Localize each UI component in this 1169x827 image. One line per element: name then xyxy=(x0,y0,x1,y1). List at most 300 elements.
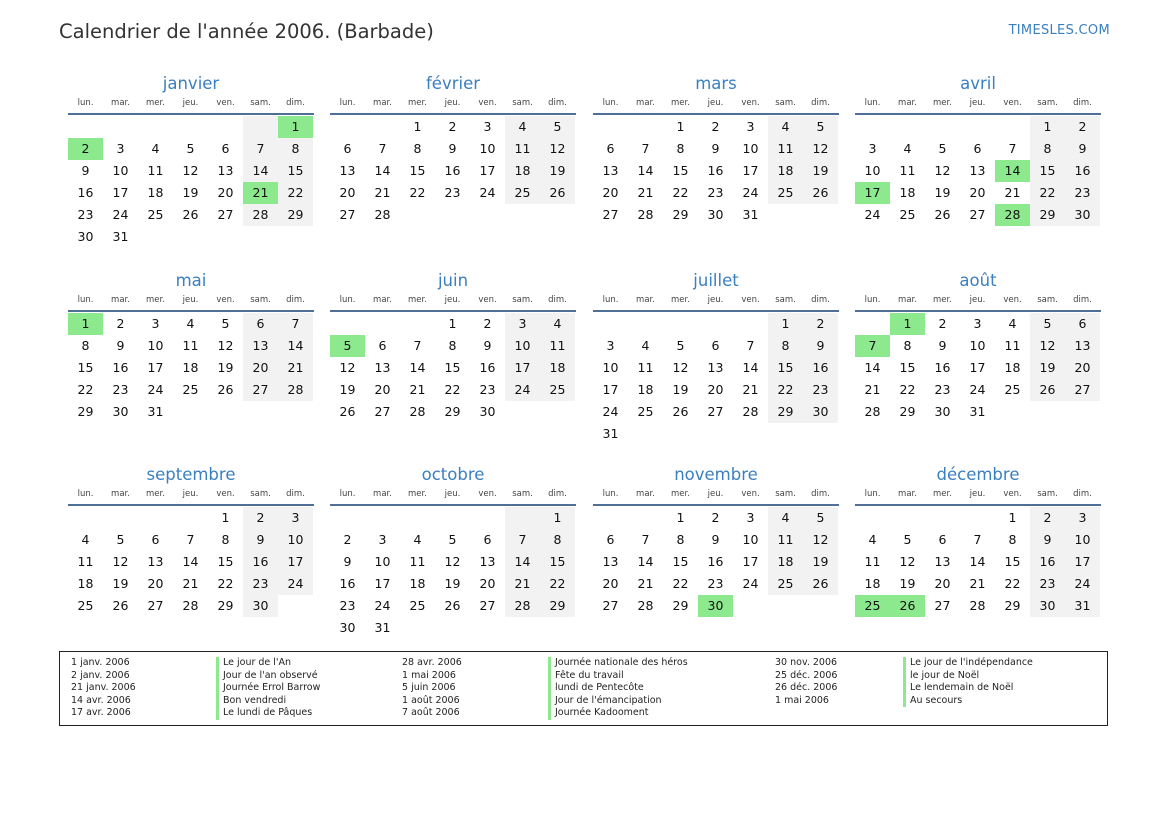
day-cell: 11 xyxy=(768,138,803,160)
day-cell: 24 xyxy=(479,185,496,200)
day-cell: 23 xyxy=(112,382,129,397)
day-cell: 26 xyxy=(672,404,689,419)
day-cell: 20 xyxy=(147,576,164,591)
day-blank xyxy=(960,507,995,529)
day-cell: 6 xyxy=(606,532,615,547)
day-cell: 4 xyxy=(81,532,90,547)
legend-holiday-name: lundi de Pentecôte xyxy=(548,682,688,695)
legend-date: 30 nov. 2006 xyxy=(775,657,838,668)
day-cell: 29 xyxy=(444,404,461,419)
day-cell: 28 xyxy=(243,204,278,226)
day-cell: 12 xyxy=(1030,335,1065,357)
day-cell: 27 xyxy=(147,598,164,613)
brand-link[interactable]: TIMESLES.COM xyxy=(1008,23,1110,38)
day-cell: 29 xyxy=(768,401,803,423)
day-cell: 30 xyxy=(243,595,278,617)
day-cell: 16 xyxy=(243,551,278,573)
weekday-label: dim. xyxy=(286,295,305,305)
day-cell: 18 xyxy=(182,360,199,375)
day-cell: 31 xyxy=(147,404,164,419)
day-grid xyxy=(68,507,314,617)
day-cell: 14 xyxy=(864,360,881,375)
day-cell: 4 xyxy=(868,532,877,547)
day-blank xyxy=(470,507,505,529)
day-cell: 17 xyxy=(969,360,986,375)
day-cell: 19 xyxy=(934,185,951,200)
day-blank xyxy=(733,313,768,335)
day-blank xyxy=(330,507,365,529)
month-name: novembre xyxy=(674,465,758,484)
day-cell: 10 xyxy=(969,338,986,353)
day-cell: 24 xyxy=(602,404,619,419)
month-block xyxy=(330,72,576,226)
day-cell: 12 xyxy=(444,554,461,569)
day-cell: 6 xyxy=(343,141,352,156)
legend-names-col-2 xyxy=(548,657,688,720)
weekday-label: dim. xyxy=(1073,98,1092,108)
weekday-label: jeu. xyxy=(969,98,986,108)
day-cell: 31 xyxy=(742,207,759,222)
day-cell: 19 xyxy=(1030,357,1065,379)
day-blank xyxy=(365,313,400,335)
legend-holiday-name: Fête du travail xyxy=(548,670,688,683)
day-cell: 18 xyxy=(1004,360,1021,375)
day-blank xyxy=(628,116,663,138)
day-cell: 21 xyxy=(505,573,540,595)
day-cell-holiday: 26 xyxy=(890,595,925,617)
day-cell: 3 xyxy=(868,141,877,156)
weekday-label: sam. xyxy=(250,489,271,499)
day-cell-holiday: 1 xyxy=(890,313,925,335)
day-cell: 5 xyxy=(803,507,838,529)
weekday-label: jeu. xyxy=(707,295,724,305)
weekday-header xyxy=(68,96,314,115)
day-cell: 15 xyxy=(77,360,94,375)
day-cell: 27 xyxy=(969,207,986,222)
day-cell: 7 xyxy=(505,529,540,551)
day-cell: 26 xyxy=(339,404,356,419)
day-cell: 17 xyxy=(147,360,164,375)
day-cell-holiday: 30 xyxy=(698,595,733,617)
day-cell: 8 xyxy=(413,141,422,156)
day-cell: 20 xyxy=(243,357,278,379)
legend-holiday-name: Le jour de l'indépendance xyxy=(903,657,1033,670)
day-cell: 17 xyxy=(278,551,313,573)
day-cell: 1 xyxy=(676,510,685,525)
day-cell: 12 xyxy=(540,138,575,160)
day-cell: 18 xyxy=(637,382,654,397)
day-cell: 5 xyxy=(221,316,230,331)
day-cell: 26 xyxy=(803,182,838,204)
month-name: mars xyxy=(695,74,737,93)
day-cell: 23 xyxy=(934,382,951,397)
month-block xyxy=(330,463,576,639)
legend-date: 2 janv. 2006 xyxy=(71,669,130,681)
day-blank xyxy=(400,507,435,529)
day-cell: 18 xyxy=(505,160,540,182)
weekday-label: mer. xyxy=(146,98,165,108)
day-cell: 5 xyxy=(116,532,125,547)
day-cell: 15 xyxy=(672,554,689,569)
weekday-label: jeu. xyxy=(969,489,986,499)
legend-holiday-name: Le lundi de Pâques xyxy=(216,707,320,720)
day-cell: 6 xyxy=(938,532,947,547)
month-name: avril xyxy=(960,74,996,93)
day-cell: 3 xyxy=(151,316,160,331)
day-cell: 10 xyxy=(479,141,496,156)
day-cell: 11 xyxy=(505,138,540,160)
day-cell: 3 xyxy=(746,119,755,134)
legend-dates-col-2 xyxy=(402,657,462,720)
day-cell: 25 xyxy=(768,182,803,204)
day-cell: 5 xyxy=(803,116,838,138)
day-cell: 27 xyxy=(602,598,619,613)
day-cell: 20 xyxy=(602,576,619,591)
weekday-label: sam. xyxy=(250,295,271,305)
day-cell: 21 xyxy=(637,576,654,591)
day-cell: 1 xyxy=(448,316,457,331)
weekday-header xyxy=(330,293,576,312)
day-cell: 6 xyxy=(378,338,387,353)
day-cell: 5 xyxy=(186,141,195,156)
day-blank xyxy=(138,507,173,529)
day-cell-holiday: 21 xyxy=(243,182,278,204)
weekday-label: mer. xyxy=(408,489,427,499)
day-cell-holiday: 2 xyxy=(68,138,103,160)
day-cell: 2 xyxy=(803,313,838,335)
day-cell: 6 xyxy=(221,141,230,156)
day-cell: 23 xyxy=(707,576,724,591)
day-blank xyxy=(173,116,208,138)
day-cell: 13 xyxy=(1065,335,1100,357)
day-blank xyxy=(173,507,208,529)
day-cell: 12 xyxy=(672,360,689,375)
weekday-label: lun. xyxy=(339,295,356,305)
day-cell: 19 xyxy=(672,382,689,397)
day-cell: 4 xyxy=(641,338,650,353)
weekday-label: ven. xyxy=(216,98,235,108)
weekday-label: mar. xyxy=(636,295,655,305)
day-cell: 13 xyxy=(339,163,356,178)
weekday-label: lun. xyxy=(339,489,356,499)
day-cell: 16 xyxy=(934,360,951,375)
day-cell: 31 xyxy=(374,620,391,635)
day-cell: 5 xyxy=(938,141,947,156)
day-cell-holiday: 1 xyxy=(68,313,103,335)
day-cell: 2 xyxy=(711,510,720,525)
day-cell: 16 xyxy=(1065,160,1100,182)
day-cell: 7 xyxy=(278,313,313,335)
day-blank xyxy=(593,507,628,529)
day-blank xyxy=(68,507,103,529)
day-cell: 14 xyxy=(278,335,313,357)
weekday-label: lun. xyxy=(602,295,619,305)
day-cell: 5 xyxy=(1030,313,1065,335)
day-cell: 7 xyxy=(378,141,387,156)
day-cell: 22 xyxy=(672,576,689,591)
weekday-header xyxy=(330,487,576,506)
day-cell: 29 xyxy=(899,404,916,419)
day-blank xyxy=(628,507,663,529)
day-cell: 26 xyxy=(217,382,234,397)
weekday-label: jeu. xyxy=(444,98,461,108)
day-cell: 24 xyxy=(864,207,881,222)
day-cell: 28 xyxy=(278,379,313,401)
day-cell: 3 xyxy=(973,316,982,331)
day-grid xyxy=(855,116,1101,226)
day-blank xyxy=(890,507,925,529)
day-blank xyxy=(243,116,278,138)
day-cell: 8 xyxy=(1030,138,1065,160)
day-cell: 23 xyxy=(243,573,278,595)
month-block xyxy=(330,269,576,423)
day-cell: 16 xyxy=(707,554,724,569)
month-block xyxy=(593,463,839,617)
day-cell: 10 xyxy=(147,338,164,353)
day-blank xyxy=(855,507,890,529)
day-cell: 25 xyxy=(77,598,94,613)
day-cell: 16 xyxy=(444,163,461,178)
day-cell: 18 xyxy=(147,185,164,200)
weekday-label: dim. xyxy=(548,98,567,108)
day-cell: 16 xyxy=(479,360,496,375)
day-cell: 8 xyxy=(676,141,685,156)
day-cell: 13 xyxy=(374,360,391,375)
day-cell: 20 xyxy=(479,576,496,591)
legend-dates-col-3 xyxy=(775,657,837,707)
day-cell: 8 xyxy=(540,529,575,551)
month-block xyxy=(593,269,839,445)
day-cell: 4 xyxy=(413,532,422,547)
day-cell: 6 xyxy=(483,532,492,547)
weekday-label: mer. xyxy=(933,489,952,499)
day-cell: 30 xyxy=(1030,595,1065,617)
day-cell: 23 xyxy=(1030,573,1065,595)
day-cell: 31 xyxy=(602,426,619,441)
day-cell: 11 xyxy=(147,163,164,178)
day-cell: 9 xyxy=(343,554,352,569)
weekday-header xyxy=(593,487,839,506)
legend-holiday-name: Bon vendredi xyxy=(216,695,320,708)
day-blank xyxy=(663,313,698,335)
legend-date: 26 déc. 2006 xyxy=(775,682,838,694)
day-blank xyxy=(365,507,400,529)
legend-date: 7 août 2006 xyxy=(402,707,460,719)
day-cell: 8 xyxy=(278,138,313,160)
weekday-label: lun. xyxy=(77,295,94,305)
day-cell: 15 xyxy=(409,163,426,178)
weekday-label: dim. xyxy=(548,295,567,305)
day-cell: 7 xyxy=(641,141,650,156)
day-cell: 22 xyxy=(540,573,575,595)
day-cell: 28 xyxy=(637,207,654,222)
day-cell: 11 xyxy=(1004,338,1021,353)
day-cell: 8 xyxy=(448,338,457,353)
day-cell: 4 xyxy=(1008,316,1017,331)
weekday-header xyxy=(68,487,314,506)
legend-holiday-name: Le jour de l'An xyxy=(216,657,320,670)
day-cell: 20 xyxy=(217,185,234,200)
day-cell: 22 xyxy=(672,185,689,200)
day-cell: 1 xyxy=(768,313,803,335)
month-block xyxy=(68,72,314,248)
day-cell: 17 xyxy=(112,185,129,200)
day-cell: 16 xyxy=(77,185,94,200)
day-cell: 4 xyxy=(151,141,160,156)
day-cell: 29 xyxy=(217,598,234,613)
day-blank xyxy=(103,116,138,138)
day-cell: 30 xyxy=(707,207,724,222)
day-cell: 21 xyxy=(409,382,426,397)
day-blank xyxy=(593,116,628,138)
day-blank xyxy=(138,116,173,138)
day-cell: 29 xyxy=(672,207,689,222)
day-cell: 17 xyxy=(374,576,391,591)
month-block xyxy=(68,269,314,423)
weekday-label: dim. xyxy=(286,489,305,499)
day-cell: 15 xyxy=(1004,554,1021,569)
weekday-header xyxy=(68,293,314,312)
day-cell: 15 xyxy=(768,357,803,379)
day-cell: 21 xyxy=(1004,185,1021,200)
day-cell: 19 xyxy=(899,576,916,591)
day-blank xyxy=(960,116,995,138)
day-cell: 4 xyxy=(186,316,195,331)
day-cell: 24 xyxy=(742,185,759,200)
day-cell: 27 xyxy=(374,404,391,419)
day-cell: 4 xyxy=(505,116,540,138)
weekday-header xyxy=(855,293,1101,312)
day-cell: 25 xyxy=(768,573,803,595)
day-cell: 11 xyxy=(899,163,916,178)
day-cell: 26 xyxy=(1030,379,1065,401)
day-cell: 11 xyxy=(540,335,575,357)
weekday-label: mar. xyxy=(898,98,917,108)
day-cell: 6 xyxy=(151,532,160,547)
day-cell: 31 xyxy=(1065,595,1100,617)
legend-date: 5 juin 2006 xyxy=(402,682,456,694)
legend-holiday-name: Journée nationale des héros xyxy=(548,657,688,670)
day-cell: 25 xyxy=(1004,382,1021,397)
day-cell: 29 xyxy=(672,598,689,613)
month-name: juin xyxy=(437,271,469,290)
day-cell: 8 xyxy=(221,532,230,547)
day-cell: 5 xyxy=(676,338,685,353)
day-cell: 19 xyxy=(217,360,234,375)
day-cell: 18 xyxy=(864,576,881,591)
day-cell: 18 xyxy=(768,551,803,573)
day-cell: 25 xyxy=(505,182,540,204)
day-cell: 28 xyxy=(637,598,654,613)
day-cell: 26 xyxy=(803,573,838,595)
day-cell: 6 xyxy=(606,141,615,156)
legend-names-col-1 xyxy=(216,657,320,720)
weekday-label: jeu. xyxy=(182,489,199,499)
weekday-label: sam. xyxy=(512,98,533,108)
weekday-label: dim. xyxy=(548,489,567,499)
day-cell: 6 xyxy=(711,338,720,353)
weekday-label: dim. xyxy=(811,489,830,499)
day-cell: 5 xyxy=(540,116,575,138)
day-blank xyxy=(698,313,733,335)
day-blank xyxy=(628,313,663,335)
weekday-label: jeu. xyxy=(444,489,461,499)
day-cell: 11 xyxy=(768,529,803,551)
day-cell: 2 xyxy=(116,316,125,331)
day-cell: 15 xyxy=(278,160,313,182)
day-cell: 31 xyxy=(112,229,129,244)
day-cell: 3 xyxy=(116,141,125,156)
day-cell: 3 xyxy=(278,507,313,529)
month-block xyxy=(68,463,314,617)
weekday-label: sam. xyxy=(1037,489,1058,499)
day-cell: 21 xyxy=(742,382,759,397)
day-cell: 30 xyxy=(479,404,496,419)
day-cell: 13 xyxy=(602,163,619,178)
weekday-label: mar. xyxy=(898,489,917,499)
day-cell: 27 xyxy=(707,404,724,419)
day-cell: 22 xyxy=(278,182,313,204)
day-cell: 6 xyxy=(1065,313,1100,335)
day-cell: 21 xyxy=(278,357,313,379)
day-cell: 11 xyxy=(182,338,199,353)
day-cell: 11 xyxy=(77,554,94,569)
legend-date: 21 janv. 2006 xyxy=(71,682,136,694)
day-cell: 24 xyxy=(147,382,164,397)
day-cell: 7 xyxy=(1008,141,1017,156)
page-title: Calendrier de l'année 2006. (Barbade) xyxy=(59,20,434,43)
day-cell: 24 xyxy=(742,576,759,591)
day-cell: 28 xyxy=(409,404,426,419)
weekday-header xyxy=(855,487,1101,506)
day-cell: 8 xyxy=(903,338,912,353)
day-cell: 13 xyxy=(934,554,951,569)
day-cell: 20 xyxy=(374,382,391,397)
day-cell: 14 xyxy=(374,163,391,178)
day-grid xyxy=(855,313,1101,423)
weekday-label: ven. xyxy=(216,295,235,305)
day-cell: 7 xyxy=(973,532,982,547)
weekday-label: lun. xyxy=(77,489,94,499)
day-cell: 20 xyxy=(602,185,619,200)
day-cell: 21 xyxy=(864,382,881,397)
weekday-label: sam. xyxy=(1037,295,1058,305)
day-cell: 20 xyxy=(707,382,724,397)
day-cell: 22 xyxy=(217,576,234,591)
day-cell: 26 xyxy=(540,182,575,204)
day-cell: 20 xyxy=(1065,357,1100,379)
day-cell: 2 xyxy=(448,119,457,134)
weekday-header xyxy=(593,96,839,115)
day-cell: 22 xyxy=(77,382,94,397)
weekday-label: sam. xyxy=(775,295,796,305)
day-cell: 13 xyxy=(479,554,496,569)
legend-holiday-name: Jour de l'émancipation xyxy=(548,695,688,708)
weekday-label: mer. xyxy=(408,295,427,305)
weekday-label: ven. xyxy=(741,295,760,305)
day-cell-holiday: 17 xyxy=(855,182,890,204)
day-cell: 20 xyxy=(339,185,356,200)
day-cell: 4 xyxy=(768,116,803,138)
day-cell: 8 xyxy=(81,338,90,353)
day-cell: 30 xyxy=(112,404,129,419)
day-cell: 28 xyxy=(374,207,391,222)
day-cell: 23 xyxy=(803,379,838,401)
day-cell: 28 xyxy=(182,598,199,613)
weekday-label: ven. xyxy=(741,489,760,499)
day-cell: 16 xyxy=(339,576,356,591)
day-cell: 12 xyxy=(803,138,838,160)
